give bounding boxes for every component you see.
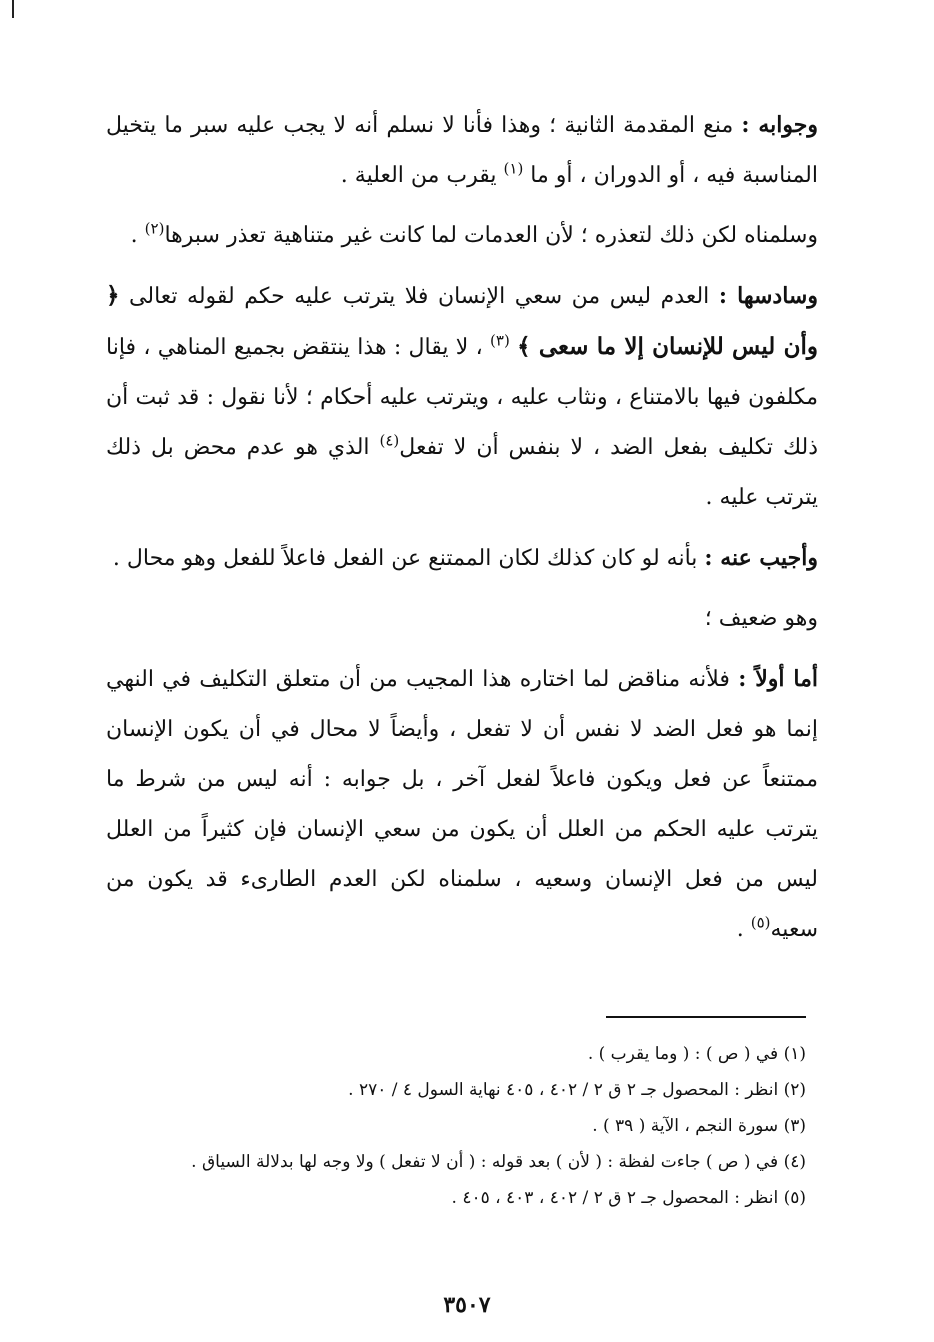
footnote-ref[interactable]: (٣) xyxy=(490,331,510,350)
paragraph-first xyxy=(106,654,818,955)
footnote-separator xyxy=(606,1016,806,1018)
quran-verse: ﴿ وأن ليس للإنسان إلا ما سعى ﴾ xyxy=(106,282,818,360)
footnote-item: (٢) انظر : المحصول جـ ٢ ق ٢ / ٤٠٢ ، ٤٠٥ نهاية السول ٤ / ٢٧٠ . xyxy=(348,1080,806,1100)
paragraph-lead: وأجيب عنه : xyxy=(704,545,818,571)
footnote-ref[interactable]: (١) xyxy=(503,159,524,178)
scan-edge-mark xyxy=(12,0,14,18)
footnote-item: (٤) في ( ص ) جاءت لفظة : ( لأن ) بعد قوله : ( أن لا تفعل ) ولا وجه لها بدلالة السياق . xyxy=(191,1152,806,1172)
paragraph-lead: وسادسها : xyxy=(718,283,818,309)
paragraph-text: منع المقدمة الثانية ؛ وهذا فأنا لا نسلم أنه لا يجب عليه سبر ما يتخيل المناسبة فيه ، أو الدوران ، أو ما xyxy=(106,113,818,188)
paragraph-text-continued: . xyxy=(736,917,751,942)
paragraph-answer xyxy=(106,100,818,201)
paragraph-lead: أما أولاً : xyxy=(738,666,819,692)
footnote-item: (٥) انظر : المحصول جـ ٢ ق ٢ / ٤٠٢ ، ٤٠٣ ، ٤٠٥ . xyxy=(451,1188,806,1208)
footnote-item: (٣) سورة النجم ، الآية ( ٣٩ ) . xyxy=(592,1116,806,1136)
paragraph-text-continued: ، لا يقال : هذا ينتقض بجميع المناهي ، فإنا مكلفون فيها بالامتناع ، ونثاب عليه ، ويترتب عليه أحكام ؛ لأنا نقول : قد ثبت أن ذلك تكليف بفعل الضد ، لا بنفس أن لا تفعل xyxy=(106,335,819,460)
paragraph-text-continued: . xyxy=(130,223,145,248)
paragraph-text: وهو ضعيف ؛ xyxy=(704,606,818,631)
paragraph-reply xyxy=(106,533,818,584)
paragraph-text: وسلمناه لكن ذلك لتعذره ؛ لأن العدمات لما كانت غير متناهية تعذر سبرها xyxy=(164,223,818,248)
paragraph-text-continued: يقرب من العلية . xyxy=(340,163,504,188)
footnote-ref[interactable]: (٢) xyxy=(144,219,165,238)
footnote-ref[interactable]: (٤) xyxy=(379,431,400,450)
paragraph-text: بأنه لو كان كذلك لكان الممتنع عن الفعل فاعلاً للفعل وهو محال . xyxy=(112,546,698,571)
page-number: ٣٥٠٧ xyxy=(443,1292,491,1318)
footnotes xyxy=(106,1036,806,1216)
footnote-ref[interactable]: (٥) xyxy=(750,913,771,932)
paragraph-lead: وجوابه : xyxy=(741,112,818,138)
paragraph-weak xyxy=(106,594,818,644)
paragraph-sixth xyxy=(106,271,818,523)
paragraph-text: العدم ليس من سعي الإنسان فلا يترتب عليه حكم لقوله تعالى xyxy=(119,284,710,309)
paragraph-concession xyxy=(106,211,818,261)
paragraph-text: فلأنه مناقض لما اختاره هذا المجيب من أن متعلق التكليف في النهي إنما هو فعل الضد لا نفس أن لا تفعل ، وأيضاً لا محال في أن يكون الإنسان ممتنعاً عن فعل ويكون فاعلاً لفعل آخر ، بل جوابه : أنه ليس من شرط ما يترتب عليه الحكم من العلل أن يكون من سعي الإنسان فإن كثيراً من العلل ليس من فعل الإنسان وسعيه ، سلمناه لكن العدم الطارىء قد يكون من سعيه xyxy=(106,667,819,942)
footnote-item: (١) في ( ص ) : ( وما يقرب ) . xyxy=(587,1044,806,1064)
main-text xyxy=(106,100,818,965)
paragraph-text-continued: الذي هو عدم محض بل ذلك يترتب عليه . xyxy=(106,435,818,510)
